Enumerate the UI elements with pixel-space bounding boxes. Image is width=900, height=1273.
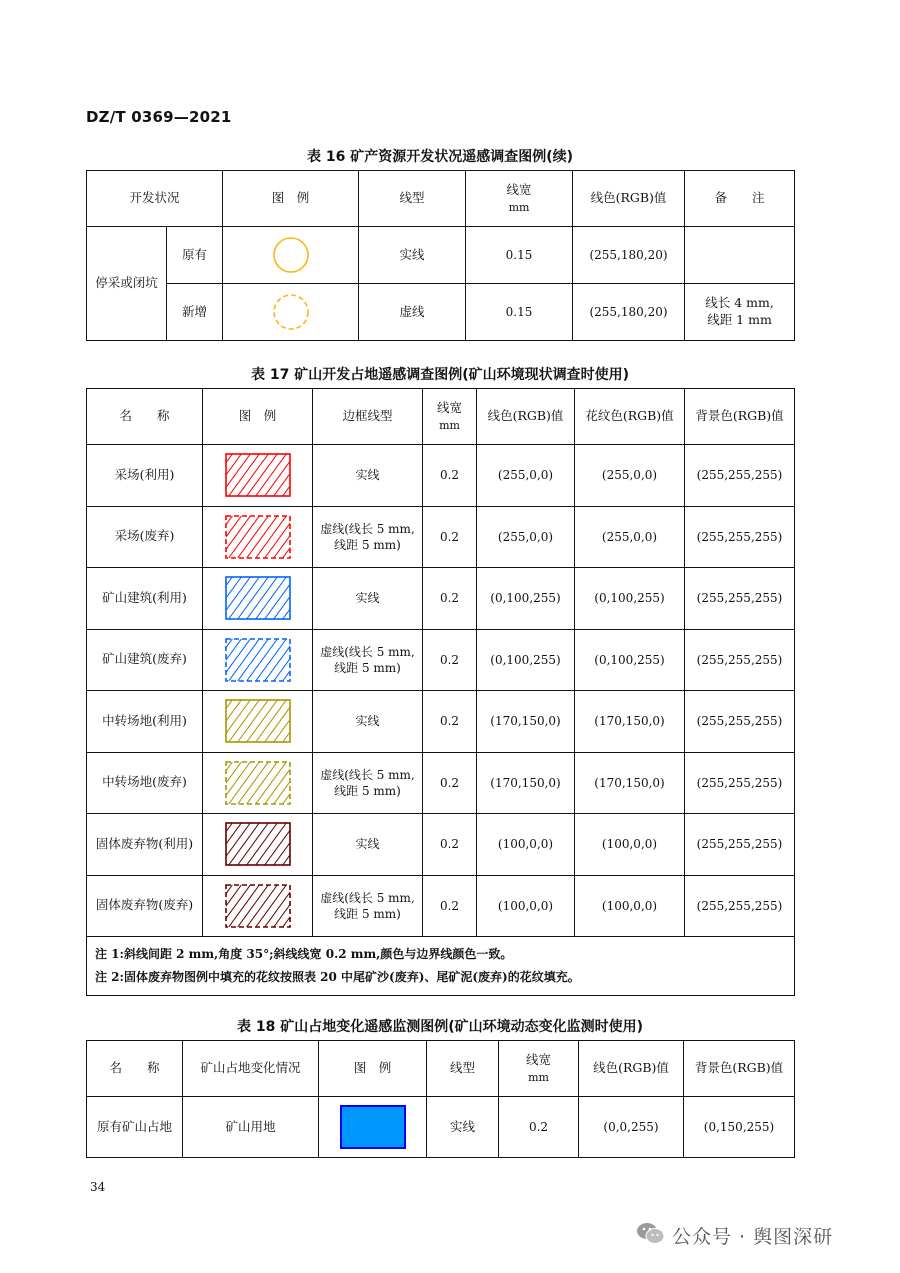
table16-caption: 表 16 矿产资源开发状况遥感调查图例(续) (306, 149, 574, 165)
pattern-rgb: (0,100,255) (575, 629, 685, 691)
circle-symbol-dashed (271, 292, 311, 332)
hatched-rect-symbol (225, 515, 291, 559)
circle-symbol-solid (271, 235, 311, 275)
table17-notes-row (87, 937, 795, 996)
line-width: 0.2 (423, 445, 477, 507)
line-width: 0.2 (499, 1097, 579, 1158)
table17-caption: 表 17 矿山开发占地遥感调查图例(矿山环境现状调查时使用) (250, 367, 630, 383)
legend-swatch (203, 568, 313, 630)
name: 原有矿山占地 (87, 1097, 183, 1158)
line-width: 0.2 (423, 691, 477, 753)
col-header: 矿山占地变化情况 (183, 1041, 319, 1097)
sub-status: 原有 (167, 227, 223, 284)
line-rgb: (255,0,0) (477, 506, 575, 568)
col-header: 背景色(RGB)值 (685, 389, 795, 445)
account-name: 公众号 · 舆图深研 (672, 1226, 834, 1248)
line-rgb: (100,0,0) (477, 814, 575, 876)
col-header: 名 称 (87, 389, 203, 445)
line-rgb: (0,100,255) (477, 629, 575, 691)
legend-swatch (203, 814, 313, 876)
line-rgb: (170,150,0) (477, 691, 575, 753)
note-2: 注 2:固体废弃物图例中填充的花纹按照表 20 中尾矿沙(废弃)、尾矿泥(废弃)的花纹填充。 (95, 969, 580, 984)
line-rgb: (100,0,0) (477, 875, 575, 937)
bg-rgb: (255,255,255) (685, 629, 795, 691)
legend-swatch (223, 284, 359, 341)
hatched-rect-symbol (225, 884, 291, 928)
notes (87, 937, 795, 996)
line-width: 0.15 (466, 227, 573, 284)
line-type: 虚线 (359, 284, 466, 341)
col-header: 背景色(RGB)值 (684, 1041, 795, 1097)
line-rgb: (255,180,20) (573, 227, 685, 284)
col-header-width: 线宽 mm (499, 1041, 579, 1097)
hatched-rect-symbol (225, 576, 291, 620)
table-row (87, 752, 795, 814)
table-row (87, 227, 795, 284)
border-line-type: 实线 (313, 568, 423, 630)
col-header: 开发状况 (87, 171, 223, 227)
name: 固体废弃物(利用) (87, 814, 203, 876)
name: 中转场地(废弃) (87, 752, 203, 814)
page-number: 34 (90, 1180, 106, 1194)
table-row (87, 875, 795, 937)
col-header: 线型 (359, 171, 466, 227)
pattern-rgb: (255,0,0) (575, 445, 685, 507)
border-line-type: 实线 (313, 814, 423, 876)
pattern-rgb: (255,0,0) (575, 506, 685, 568)
legend-swatch (203, 691, 313, 753)
line-rgb: (170,150,0) (477, 752, 575, 814)
table-row (87, 814, 795, 876)
hatched-rect-symbol (225, 699, 291, 743)
bg-rgb: (255,255,255) (685, 506, 795, 568)
name: 中转场地(利用) (87, 691, 203, 753)
pattern-rgb: (100,0,0) (575, 814, 685, 876)
table17-header-row (87, 389, 795, 445)
line-width: 0.15 (466, 284, 573, 341)
line-rgb: (0,0,255) (579, 1097, 684, 1158)
border-line-type: 虚线(线长 5 mm, 线距 5 mm) (313, 629, 423, 691)
table-row (87, 445, 795, 507)
border-line-type: 虚线(线长 5 mm, 线距 5 mm) (313, 506, 423, 568)
bg-rgb: (255,255,255) (685, 814, 795, 876)
bg-rgb: (255,255,255) (685, 875, 795, 937)
col-header-width: 线宽 mm (423, 389, 477, 445)
col-header: 边框线型 (313, 389, 423, 445)
col-header: 图 例 (319, 1041, 427, 1097)
col-header-width: 线宽 mm (466, 171, 573, 227)
line-width: 0.2 (423, 506, 477, 568)
note (685, 227, 795, 284)
wechat-icon (636, 1221, 666, 1247)
bg-rgb: (255,255,255) (685, 752, 795, 814)
line-rgb: (255,180,20) (573, 284, 685, 341)
line-rgb: (0,100,255) (477, 568, 575, 630)
col-header: 图 例 (223, 171, 359, 227)
table-row (87, 629, 795, 691)
group-label: 停采或闭坑 (87, 227, 167, 341)
table-row (87, 691, 795, 753)
name: 采场(废弃) (87, 506, 203, 568)
col-header: 花纹色(RGB)值 (575, 389, 685, 445)
hatched-rect-symbol (225, 453, 291, 497)
filled-rect-symbol (340, 1105, 406, 1149)
legend-swatch (203, 875, 313, 937)
bg-rgb: (255,255,255) (685, 445, 795, 507)
line-width: 0.2 (423, 875, 477, 937)
col-header: 线色(RGB)值 (579, 1041, 684, 1097)
border-line-type: 虚线(线长 5 mm, 线距 5 mm) (313, 752, 423, 814)
legend-swatch (203, 445, 313, 507)
table-row (87, 1097, 795, 1158)
border-line-type: 实线 (313, 691, 423, 753)
legend-swatch (203, 629, 313, 691)
table16-header-row (87, 171, 795, 227)
bg-rgb: (255,255,255) (685, 568, 795, 630)
pattern-rgb: (170,150,0) (575, 691, 685, 753)
line-width: 0.2 (423, 629, 477, 691)
sub-status: 新增 (167, 284, 223, 341)
table-row (87, 506, 795, 568)
table17 (86, 388, 795, 996)
name: 固体废弃物(废弃) (87, 875, 203, 937)
line-width: 0.2 (423, 568, 477, 630)
change: 矿山用地 (183, 1097, 319, 1158)
border-line-type: 实线 (313, 445, 423, 507)
col-header: 线色(RGB)值 (477, 389, 575, 445)
table-row (87, 284, 795, 341)
line-type: 实线 (427, 1097, 499, 1158)
hatched-rect-symbol (225, 822, 291, 866)
hatched-rect-symbol (225, 761, 291, 805)
legend-swatch (203, 752, 313, 814)
line-width: 0.2 (423, 752, 477, 814)
col-header: 图 例 (203, 389, 313, 445)
legend-swatch (319, 1097, 427, 1158)
col-header: 备 注 (685, 171, 795, 227)
table18-caption: 表 18 矿山占地变化遥感监测图例(矿山环境动态变化监测时使用) (236, 1019, 644, 1035)
line-width: 0.2 (423, 814, 477, 876)
col-header: 线色(RGB)值 (573, 171, 685, 227)
name: 矿山建筑(利用) (87, 568, 203, 630)
bg-rgb: (0,150,255) (684, 1097, 795, 1158)
name: 矿山建筑(废弃) (87, 629, 203, 691)
line-type: 实线 (359, 227, 466, 284)
table18-header-row (87, 1041, 795, 1097)
standard-code: DZ/T 0369—2021 (86, 108, 232, 126)
col-header: 线型 (427, 1041, 499, 1097)
legend-swatch (203, 506, 313, 568)
table18 (86, 1040, 795, 1158)
hatched-rect-symbol (225, 638, 291, 682)
name: 采场(利用) (87, 445, 203, 507)
line-rgb: (255,0,0) (477, 445, 575, 507)
pattern-rgb: (0,100,255) (575, 568, 685, 630)
pattern-rgb: (170,150,0) (575, 752, 685, 814)
border-line-type: 虚线(线长 5 mm, 线距 5 mm) (313, 875, 423, 937)
legend-swatch (223, 227, 359, 284)
table16 (86, 170, 795, 341)
table-row (87, 568, 795, 630)
pattern-rgb: (100,0,0) (575, 875, 685, 937)
note-1: 注 1:斜线间距 2 mm,角度 35°;斜线线宽 0.2 mm,颜色与边界线颜色一致。 (95, 947, 513, 961)
bg-rgb: (255,255,255) (685, 691, 795, 753)
note: 线长 4 mm, 线距 1 mm (685, 284, 795, 341)
col-header: 名 称 (87, 1041, 183, 1097)
